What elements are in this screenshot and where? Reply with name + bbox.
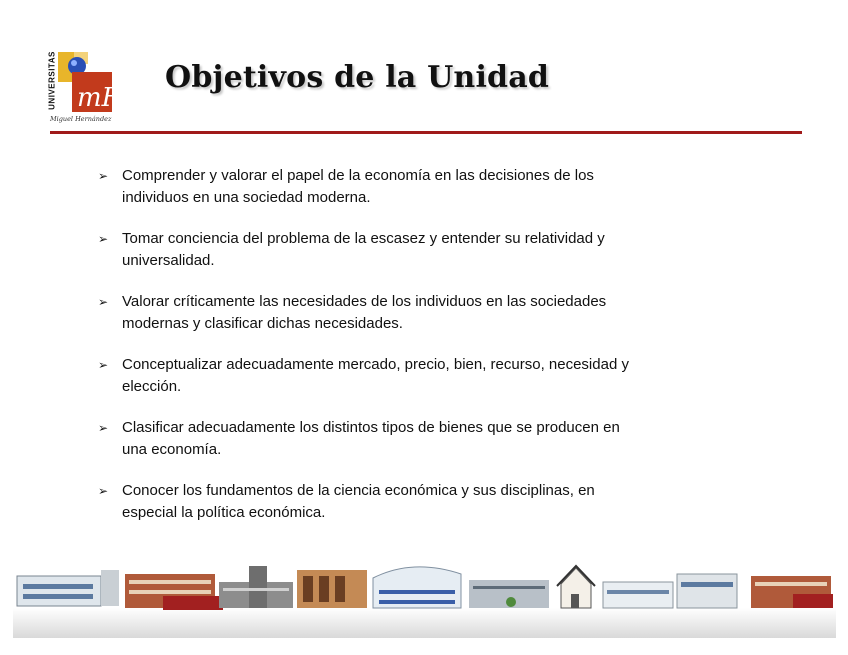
buildings-illustration bbox=[13, 560, 836, 638]
objective-text: Clasificar adecuadamente los distintos tipos de bienes que se producen en una economía. bbox=[122, 419, 620, 458]
objective-text: Valorar críticamente las necesidades de los individuos en las sociedades modernas y clasificar dichas necesidades. bbox=[122, 293, 607, 332]
objective-text: Conceptualizar adecuadamente mercado, precio, bien, recurso, necesidad y elección. bbox=[122, 356, 629, 395]
university-logo bbox=[44, 50, 125, 126]
objective-text: Comprender y valorar el papel de la economía en las decisiones de los individuos en una sociedad moderna. bbox=[122, 167, 594, 206]
campus-buildings-banner bbox=[13, 560, 836, 638]
list-item bbox=[98, 228, 758, 272]
objectives-list bbox=[98, 165, 758, 543]
list-item bbox=[98, 417, 758, 461]
arrowhead-bullet-icon: ➢ bbox=[98, 484, 109, 498]
arrowhead-bullet-icon: ➢ bbox=[98, 421, 109, 435]
title-divider bbox=[50, 131, 802, 134]
svg-text:mH: mH bbox=[77, 83, 125, 113]
logo-vertical-text: UNIVERSITAS bbox=[47, 51, 57, 110]
arrowhead-bullet-icon: ➢ bbox=[98, 169, 109, 183]
logo-subtitle: Miguel Hernández bbox=[50, 115, 112, 123]
list-item bbox=[98, 165, 758, 209]
arrowhead-bullet-icon: ➢ bbox=[98, 295, 109, 309]
list-item bbox=[98, 480, 758, 524]
slide-title: Objetivos de la Unidad bbox=[165, 60, 550, 95]
objective-text: Conocer los fundamentos de la ciencia económica y sus disciplinas, en especial la política económica. bbox=[122, 482, 595, 521]
objective-text: Tomar conciencia del problema de la escasez y entender su relatividad y universalidad. bbox=[122, 230, 605, 269]
arrowhead-bullet-icon: ➢ bbox=[98, 358, 109, 372]
list-item bbox=[98, 291, 758, 335]
arrowhead-bullet-icon: ➢ bbox=[98, 232, 109, 246]
list-item bbox=[98, 354, 758, 398]
